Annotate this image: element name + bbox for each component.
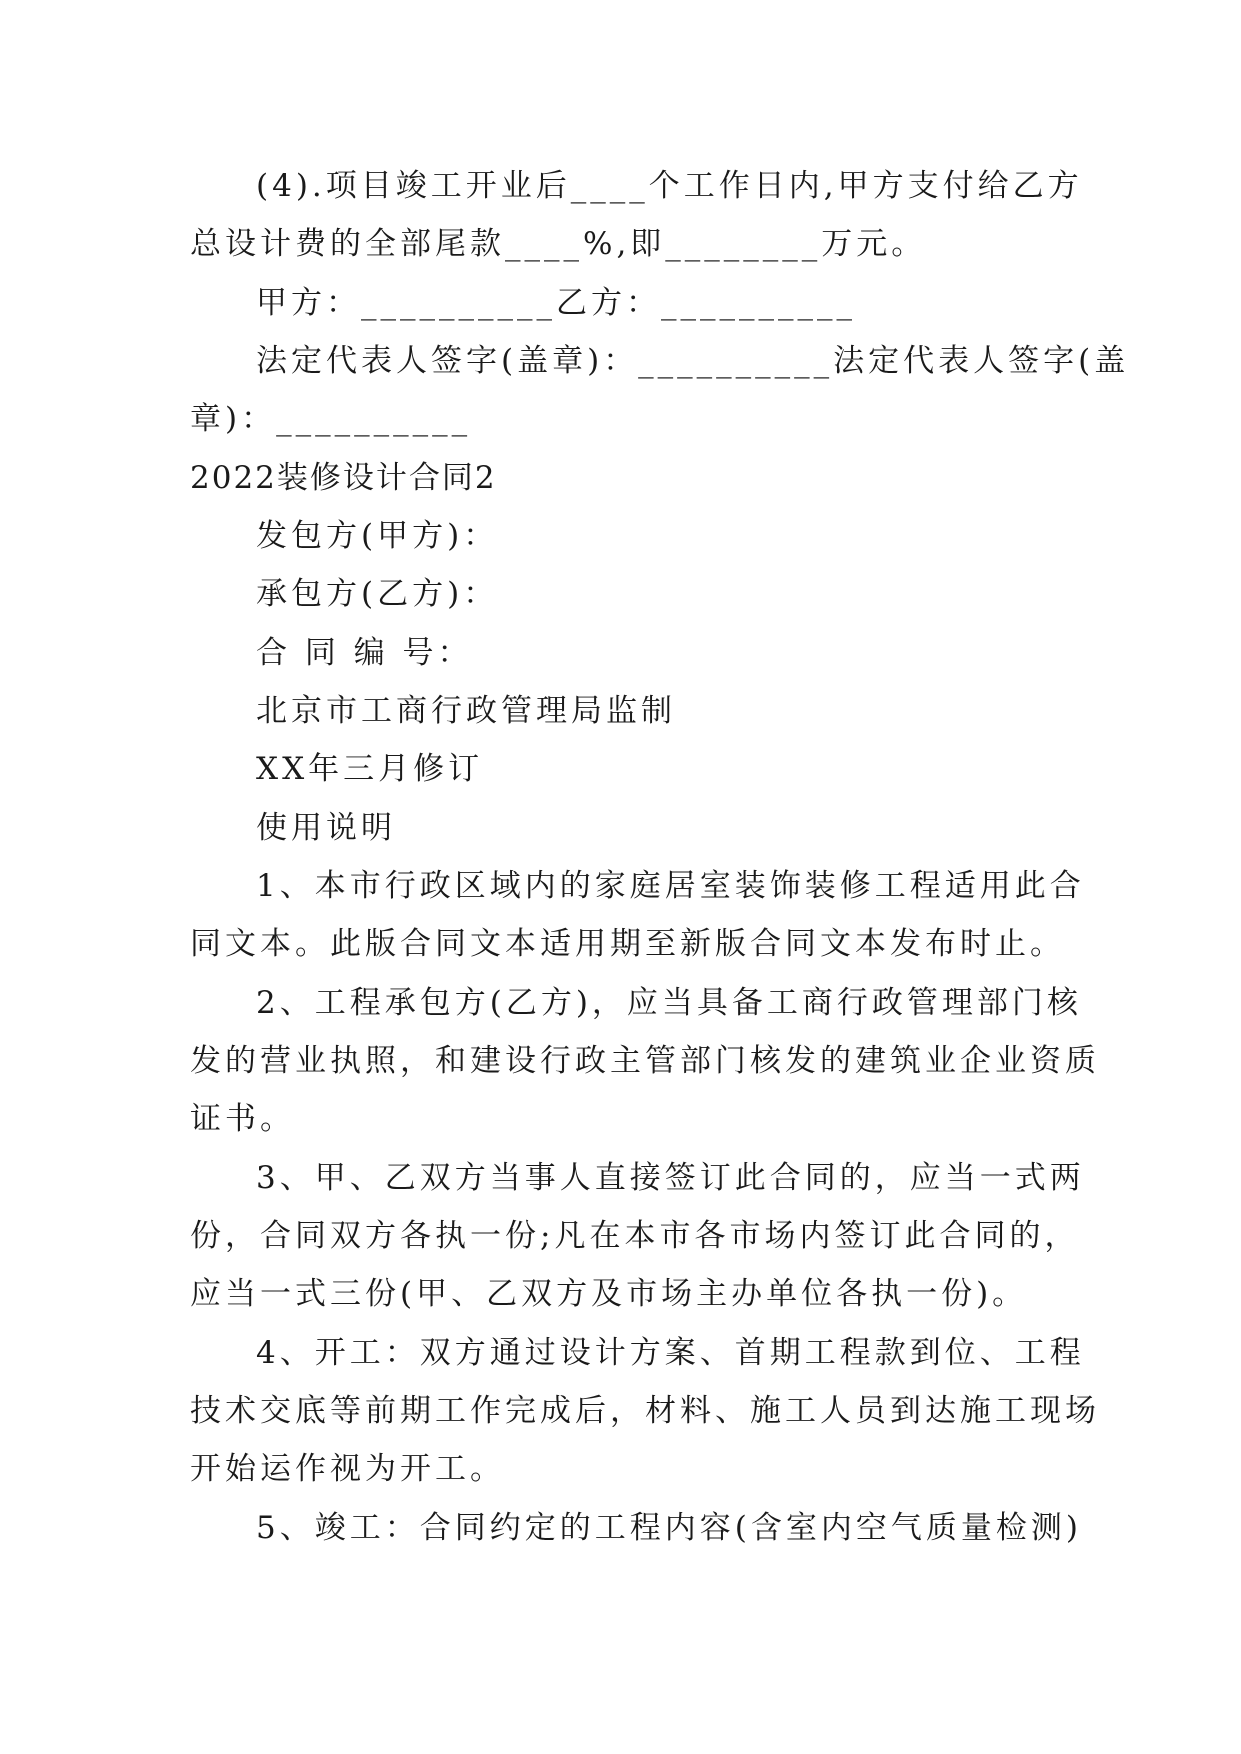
text-line: 开始运作视为开工。 xyxy=(190,1451,505,1487)
text-line: 合 同 编 号： xyxy=(256,635,473,671)
text-line: 发包方(甲方)： xyxy=(256,518,499,554)
text-line: 甲方：__________乙方：__________ xyxy=(256,285,856,321)
text-line: 份，合同双方各执一份;凡在本市各市场内签订此合同的， xyxy=(190,1218,1080,1254)
text-line: XX年三月修订 xyxy=(256,751,484,787)
text-line: 4、开工：双方通过设计方案、首期工程款到位、工程 xyxy=(256,1335,1085,1371)
section-title: 2022装修设计合同2 xyxy=(190,460,497,496)
text-line: 5、竣工：合同约定的工程内容(含室内空气质量检测) xyxy=(256,1510,1082,1546)
text-line: 技术交底等前期工作完成后，材料、施工人员到达施工现场 xyxy=(190,1393,1100,1429)
text-line: 1、本市行政区域内的家庭居室装饰装修工程适用此合 xyxy=(256,868,1085,904)
text-line: 2、工程承包方(乙方)，应当具备工商行政管理部门核 xyxy=(256,985,1082,1021)
text-line: 使用说明 xyxy=(256,810,396,846)
text-line: 承包方(乙方)： xyxy=(256,576,499,612)
text-line: (4).项目竣工开业后____个工作日内,甲方支付给乙方 xyxy=(256,168,1083,204)
text-line: 章)：__________ xyxy=(190,401,472,437)
text-line: 法定代表人签字(盖章)：__________法定代表人签字(盖 xyxy=(256,343,1130,379)
text-line: 总设计费的全部尾款____%,即________万元。 xyxy=(190,226,927,262)
text-line: 北京市工商行政管理局监制 xyxy=(256,693,676,729)
text-line: 应当一式三份(甲、乙双方及市场主办单位各执一份)。 xyxy=(190,1276,1028,1312)
text-line: 同文本。此版合同文本适用期至新版合同文本发布时止。 xyxy=(190,926,1065,962)
text-line: 3、甲、乙双方当事人直接签订此合同的，应当一式两 xyxy=(256,1160,1085,1196)
text-line: 证书。 xyxy=(190,1101,295,1137)
text-line: 发的营业执照，和建设行政主管部门核发的建筑业企业资质 xyxy=(190,1043,1100,1079)
